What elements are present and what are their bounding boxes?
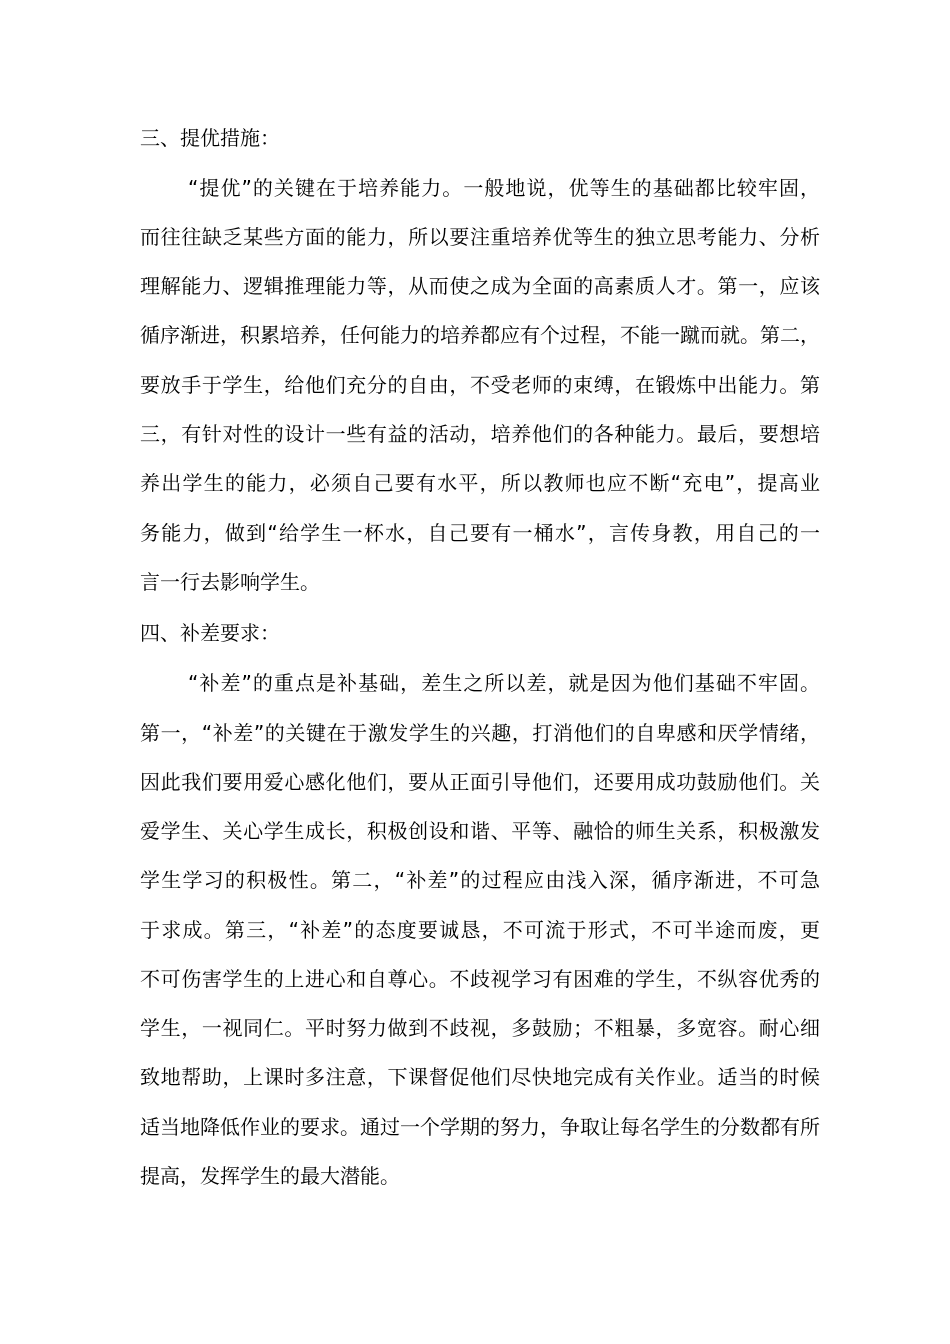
- paragraph-line: 三，有针对性的设计一些有益的活动，培养他们的各种能力。最后，要想培: [140, 422, 820, 446]
- paragraph-line: 不可伤害学生的上进心和自尊心。不歧视学习有困难的学生，不纵容优秀的: [140, 967, 820, 991]
- paragraph-line: 理解能力、逻辑推理能力等，从而使之成为全面的高素质人才。第一，应该: [140, 274, 820, 298]
- paragraph-line: 言一行去影响学生。: [140, 570, 320, 594]
- paragraph-line: 务能力，做到“给学生一杯水，自己要有一桶水”，言传身教，用自己的一: [140, 521, 820, 545]
- paragraph-line: 而往往缺乏某些方面的能力，所以要注重培养优等生的独立思考能力、分析: [140, 225, 820, 249]
- paragraph-line: 提高，发挥学生的最大潜能。: [140, 1164, 400, 1188]
- section-heading-4: 四、补差要求：: [140, 621, 280, 645]
- paragraph-line: 爱学生、关心学生成长，积极创设和谐、平等、融恰的师生关系，积极激发: [140, 819, 820, 843]
- paragraph-line: 循序渐进，积累培养，任何能力的培养都应有个过程，不能一蹴而就。第二，: [140, 323, 820, 347]
- paragraph-line: “补差”的重点是补基础，差生之所以差，就是因为他们基础不牢固。: [188, 671, 820, 695]
- paragraph-line: 养出学生的能力，必须自己要有水平，所以教师也应不断“充电”，提高业: [140, 471, 820, 495]
- section-heading-3: 三、提优措施：: [140, 126, 280, 150]
- paragraph-line: 于求成。第三，“补差”的态度要诚恳，不可流于形式，不可半途而废，更: [140, 918, 820, 942]
- paragraph-line: 第一，“补差”的关键在于激发学生的兴趣，打消他们的自卑感和厌学情绪，: [140, 721, 820, 745]
- paragraph-line: “提优”的关键在于培养能力。一般地说，优等生的基础都比较牢固，: [188, 176, 820, 200]
- paragraph-line: 学生学习的积极性。第二，“补差”的过程应由浅入深，循序渐进，不可急: [140, 868, 820, 892]
- paragraph-line: 致地帮助，上课时多注意，下课督促他们尽快地完成有关作业。适当的时候: [140, 1065, 820, 1089]
- paragraph-line: 适当地降低作业的要求。通过一个学期的努力，争取让每名学生的分数都有所: [140, 1115, 820, 1139]
- paragraph-line: 学生，一视同仁。平时努力做到不歧视，多鼓励；不粗暴，多宽容。耐心细: [140, 1016, 820, 1040]
- paragraph-line: 因此我们要用爱心感化他们，要从正面引导他们，还要用成功鼓励他们。关: [140, 770, 820, 794]
- paragraph-line: 要放手于学生，给他们充分的自由，不受老师的束缚，在锻炼中出能力。第: [140, 373, 820, 397]
